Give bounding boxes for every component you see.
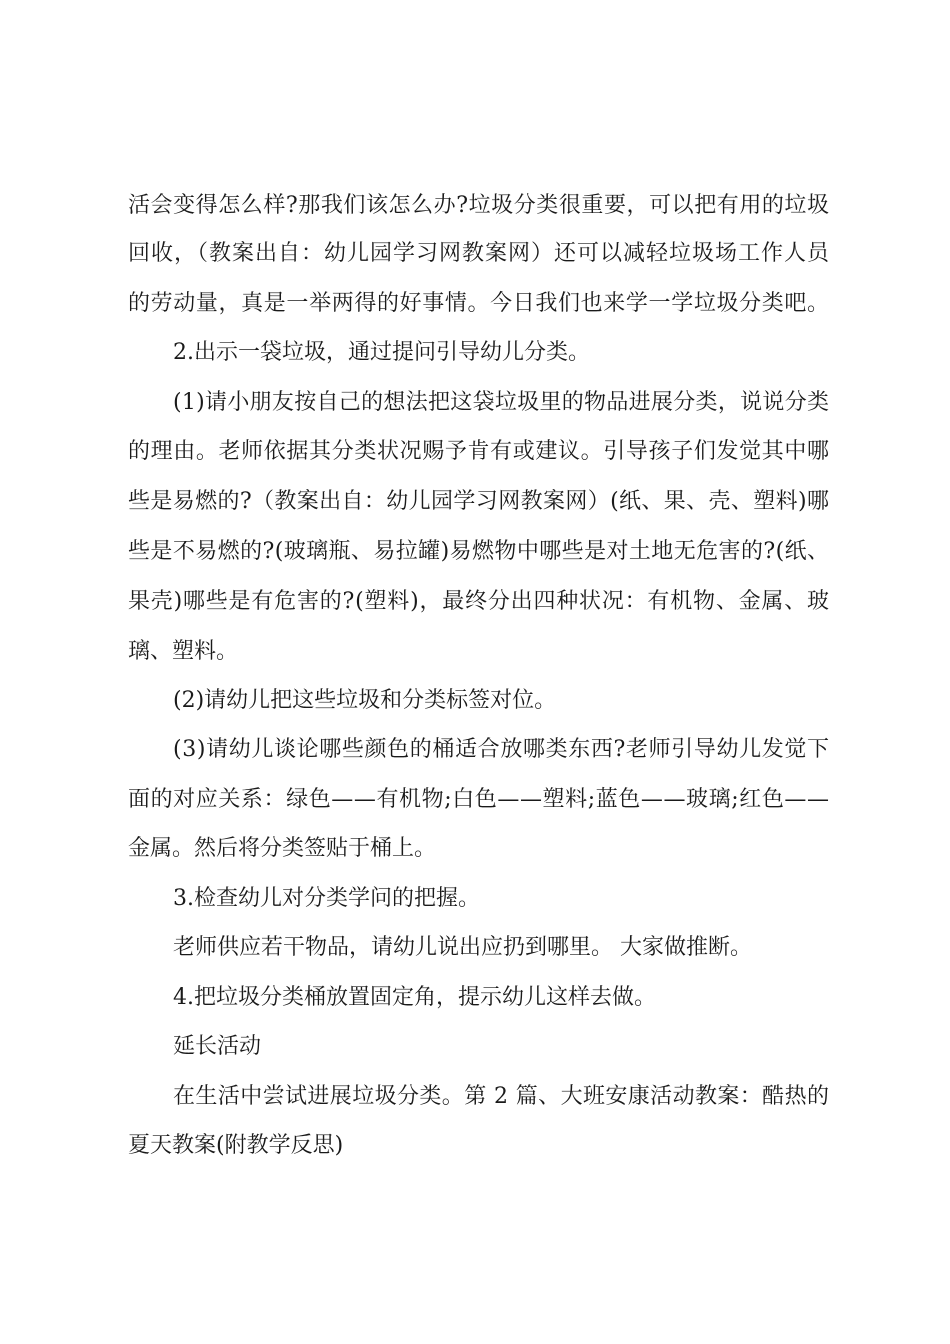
text-line-9: 果壳)哪些是有危害的?(塑料)，最终分出四种状况：有机物、金属、玻 (128, 589, 830, 614)
text-line-15: 3.检查幼儿对分类学问的把握。 (173, 886, 480, 911)
text-line-5: (1)请小朋友按自己的想法把这袋垃圾里的物品进展分类，说说分类 (173, 390, 830, 415)
text-line-14: 金属。然后将分类签贴于桶上。 (128, 836, 437, 861)
text-line-1: 活会变得怎么样?那我们该怎么办?垃圾分类很重要，可以把有用的垃圾 (128, 193, 830, 218)
text-line-13: 面的对应关系：绿色——有机物;白色——塑料;蓝色——玻璃;红色—— (128, 787, 830, 812)
text-line-11: (2)请幼儿把这些垃圾和分类标签对位。 (173, 688, 557, 713)
text-line-20: 夏天教案(附教学反思) (128, 1133, 344, 1158)
text-line-7: 些是易燃的?（教案出自：幼儿园学习网教案网）(纸、果、壳、塑料)哪 (128, 489, 830, 514)
text-line-12: (3)请幼儿谈论哪些颜色的桶适合放哪类东西?老师引导幼儿发觉下 (173, 737, 830, 762)
text-line-8: 些是不易燃的?(玻璃瓶、易拉罐)易燃物中哪些是对土地无危害的?(纸、 (128, 539, 830, 564)
text-line-17: 4.把垃圾分类桶放置固定角，提示幼儿这样去做。 (173, 985, 656, 1010)
text-line-16: 老师供应若干物品，请幼儿说出应扔到哪里。 大家做推断。 (173, 935, 752, 960)
text-line-10: 璃、塑料。 (128, 639, 239, 664)
text-line-4: 2.出示一袋垃圾，通过提问引导幼儿分类。 (173, 340, 590, 365)
text-line-3: 的劳动量，真是一举两得的好事情。今日我们也来学一学垃圾分类吧。 (128, 291, 830, 316)
text-line-6: 的理由。老师依据其分类状况赐予肯有或建议。引导孩子们发觉其中哪 (128, 439, 830, 464)
section-heading-extension-activity: 延长活动 (173, 1034, 262, 1059)
text-line-19: 在生活中尝试进展垃圾分类。第 2 篇、大班安康活动教案：酷热的 (173, 1084, 830, 1109)
text-line-2: 回收，（教案出自：幼儿园学习网教案网）还可以减轻垃圾场工作人员 (128, 241, 830, 266)
